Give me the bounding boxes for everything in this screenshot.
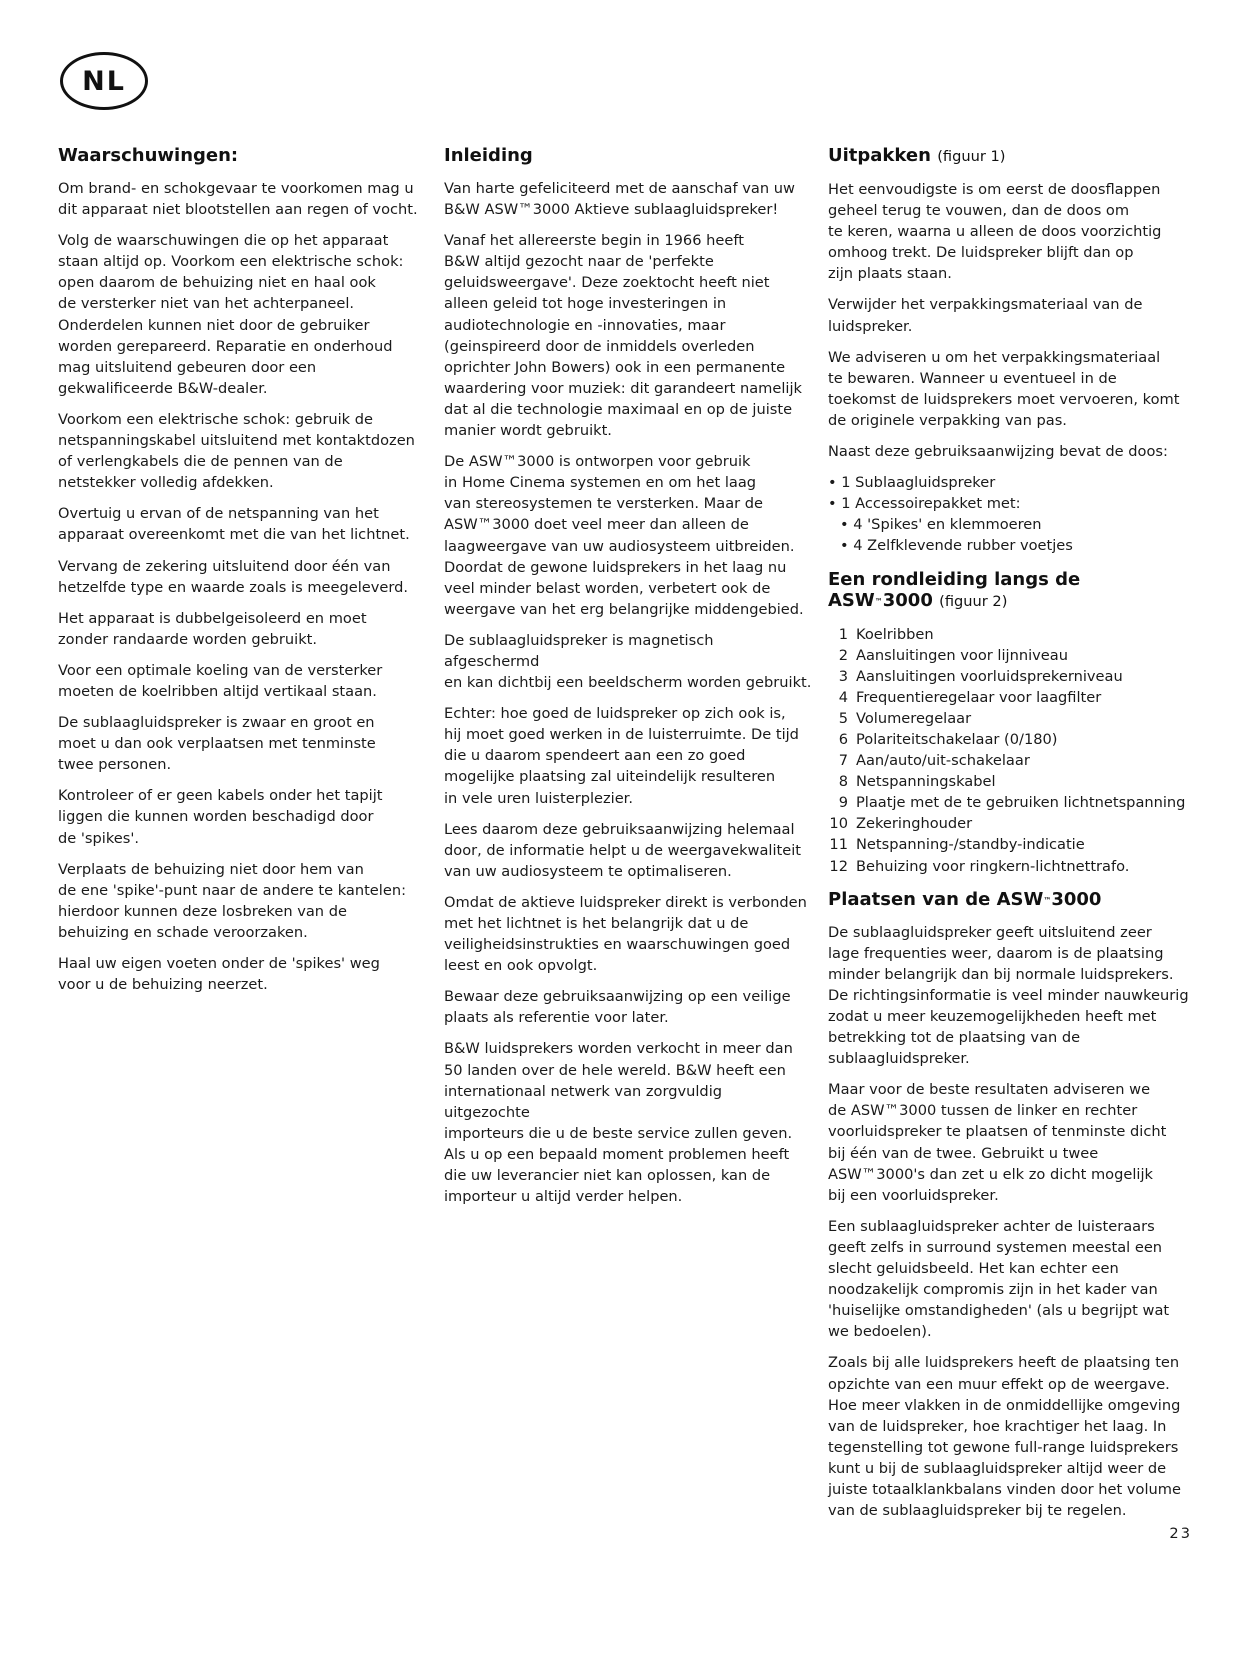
warnings-paragraph: Vervang de zekering uitsluitend door één van hetzelfde type en waarde zoals is meegeleverd. xyxy=(58,557,409,596)
list-item: • 1 Accessoirepakket met: xyxy=(828,495,1021,513)
column-unpacking-tour-placement xyxy=(828,145,1200,1531)
placement-paragraph: Maar voor de beste resultaten adviseren we de ASW™3000 tussen de linker en rechter voorluidspreker te plaatsen of tenminste dicht bij één van de twee. Gebruikt u twee ASW™3000's dan zet u elk zo dicht mogelijk bij een voorluidspreker. xyxy=(828,1081,1167,1204)
unpacking-paragraph: We adviseren u om het verpakkingsmateriaal te bewaren. Wanneer u eventueel in de toekomst de luidsprekers moet vervoeren, komt de originele verpakking van pas. xyxy=(828,348,1180,429)
placement-heading-number: 3000 xyxy=(1051,888,1102,910)
item-label: Behuizing voor ringkern-lichtnettrafo. xyxy=(856,857,1130,875)
introduction-paragraph: Vanaf het allereerste begin in 1966 heeft B&W altijd gezocht naar de 'perfekte geluidsweergave'. Deze zoektocht heeft niet alleen geleid tot hoge investeringen in audiotechnologie en -innovaties, maar (geinspireerd door de inmiddels overleden oprichter John Bowers) ook in een permanente waardering voor muziek: dit garandeert namelijk dat al die technologie maximaal en op de juiste manier wordt gebruikt. xyxy=(444,232,802,440)
list-item xyxy=(828,771,1200,792)
item-label: Aansluitingen voorluidsprekerniveau xyxy=(856,667,1123,685)
item-label: Zekeringhouder xyxy=(856,815,973,833)
tour-heading-line1: Een rondleiding langs de xyxy=(828,568,1081,590)
item-number: 11 xyxy=(829,836,848,854)
item-number: 10 xyxy=(829,815,848,833)
unpacking-heading xyxy=(828,145,1200,167)
list-item xyxy=(828,792,1200,813)
warnings-paragraph: Verplaats de behuizing niet door hem van de ene 'spike'-punt naar de andere te kantelen: hierdoor kunnen deze losbreken van de behuizing en schade veroorzaken. xyxy=(58,860,406,941)
item-label: Frequentieregelaar voor laagfilter xyxy=(856,688,1102,706)
list-item: • 4 Zelfklevende rubber voetjes xyxy=(840,537,1073,555)
item-number: 3 xyxy=(838,667,848,685)
item-label: Netspanning-/standby-indicatie xyxy=(856,836,1085,854)
column-warnings xyxy=(58,145,426,1005)
item-label: Polariteitschakelaar (0/180) xyxy=(856,730,1058,748)
placement-paragraph: Zoals bij alle luidsprekers heeft de plaatsing ten opzichte van een muur effekt op de weergave. Hoe meer vlakken in de onmiddellijke omgeving van de luidspreker, hoe krachtiger het laag. In tegenstelling tot gewone full-range luidsprekers kunt u bij de sublaagluidspreker altijd weer de juiste totaalklankbalans vinden door het volume van de sublaagluidspreker bij te regelen. xyxy=(828,1354,1181,1520)
unpacking-paragraph: Verwijder het verpakkingsmateriaal van de luidspreker. xyxy=(828,296,1143,335)
figure-reference: (figuur 2) xyxy=(939,592,1008,610)
column-introduction xyxy=(444,145,812,1217)
item-number: 6 xyxy=(838,730,848,748)
list-item xyxy=(828,856,1200,877)
introduction-paragraph: De ASW™3000 is ontworpen voor gebruik in Home Cinema systemen en om het laag van stereosystemen te versterken. Maar de ASW™3000 doet veel meer dan alleen de laagweergave van uw audiosysteem uitbreiden. Doordat de gewone luidsprekers in het laag nu veel minder belast worden, verbetert ook de weergave van het erg belangrijke middengebied. xyxy=(444,453,804,618)
item-number: 4 xyxy=(838,688,848,706)
tour-heading xyxy=(828,569,1200,612)
list-item xyxy=(828,624,1200,645)
introduction-paragraph: Omdat de aktieve luidspreker direkt is verbonden met het lichtnet is het belangrijk dat u de veiligheidsinstrukties en waarschuwingen goed leest en ook opvolgt. xyxy=(444,893,807,975)
unpacking-paragraph: Naast deze gebruiksaanwijzing bevat de doos: xyxy=(828,443,1168,461)
item-number: 2 xyxy=(838,646,848,664)
list-item: • 4 'Spikes' en klemmoeren xyxy=(840,516,1042,534)
introduction-paragraph: Bewaar deze gebruiksaanwijzing op een veilige plaats als referentie voor later. xyxy=(444,988,791,1027)
list-item: • 1 Sublaagluidspreker xyxy=(828,474,996,492)
introduction-heading: Inleiding xyxy=(444,145,533,166)
trademark-symbol: ™ xyxy=(874,596,883,606)
unpacking-paragraph: Het eenvoudigste is om eerst de doosflappen geheel terug te vouwen, dan de doos om te keren, waarna u alleen de doos voorzichtig omhoog trekt. De luidspreker blijft dan op zijn plaats staan. xyxy=(828,181,1162,283)
item-label: Volumeregelaar xyxy=(856,709,972,727)
item-number: 5 xyxy=(838,709,848,727)
list-item xyxy=(828,708,1200,729)
trademark-symbol: ™ xyxy=(1043,895,1052,905)
warnings-paragraph: Kontroleer of er geen kabels onder het tapijt liggen die kunnen worden beschadigd door de 'spikes'. xyxy=(58,787,383,847)
placement-heading-text: Plaatsen van de ASW xyxy=(828,888,1044,910)
warnings-paragraph: Het apparaat is dubbelgeisoleerd en moet zonder randaarde worden gebruikt. xyxy=(58,609,367,648)
list-item xyxy=(828,750,1200,771)
item-label: Aan/auto/uit-schakelaar xyxy=(856,752,1030,770)
warnings-paragraph: Om brand- en schokgevaar te voorkomen mag u dit apparaat niet blootstellen aan regen of vocht. xyxy=(58,180,418,219)
item-number: 12 xyxy=(829,857,848,875)
figure-reference: (figuur 1) xyxy=(937,148,1006,165)
item-number: 9 xyxy=(838,794,848,812)
item-label: Koelribben xyxy=(856,625,934,643)
warnings-heading: Waarschuwingen: xyxy=(58,145,239,166)
warnings-paragraph: Voor een optimale koeling van de versterker moeten de koelribben altijd vertikaal staan. xyxy=(58,661,383,700)
item-number: 8 xyxy=(838,773,848,791)
placement-paragraph: Een sublaagluidspreker achter de luisteraars geeft zelfs in surround systemen meestal een slecht geluidsbeeld. Het kan echter een noodzakelijk compromis zijn in het kader van 'huiselijke omstandigheden' (als u begrijpt wat we bedoelen). xyxy=(828,1217,1170,1341)
introduction-paragraph: Lees daarom deze gebruiksaanwijzing helemaal door, de informatie helpt u de weergavekwaliteit van uw audiosysteem te optimaliseren. xyxy=(444,820,801,880)
list-item xyxy=(828,813,1200,834)
introduction-paragraph: De sublaagluidspreker is magnetisch afgeschermd en kan dichtbij een beeldscherm worden gebruikt. xyxy=(444,631,812,692)
warnings-paragraph: Voorkom een elektrische schok: gebruik de netspanningskabel uitsluitend met kontaktdozen of verlengkabels die de pennen van de netstekker volledig afdekken. xyxy=(58,410,415,492)
tour-heading-number: 3000 xyxy=(882,589,933,611)
unpacking-heading-text: Uitpakken xyxy=(828,145,931,166)
placement-paragraph: De sublaagluidspreker geeft uitsluitend zeer lage frequenties weer, daarom is de plaatsing minder belangrijk dan bij normale luidsprekers. De richtingsinformatie is veel minder nauwkeurig zodat u meer keuzemogelijkheden heeft met betrekking tot de plaatsing van de sublaagluidspreker. xyxy=(828,923,1189,1068)
list-item xyxy=(828,666,1200,687)
item-number: 7 xyxy=(838,752,848,770)
language-badge: NL xyxy=(60,52,148,110)
list-item xyxy=(828,834,1200,855)
list-item xyxy=(828,687,1200,708)
introduction-paragraph: B&W luidsprekers worden verkocht in meer dan 50 landen over de hele wereld. B&W heeft een internationaal netwerk van zorgvuldig uitgezochte importeurs die u de beste service zullen geven. Als u op een bepaald moment problemen heeft die uw leverancier niet kan oplossen, kan de importeur u altijd verder helpen. xyxy=(444,1040,793,1206)
box-contents-list xyxy=(828,472,1200,556)
item-label: Netspanningskabel xyxy=(856,773,996,791)
page-number: 23 xyxy=(1169,1525,1192,1542)
warnings-paragraph: Haal uw eigen voeten onder de 'spikes' weg voor u de behuizing neerzet. xyxy=(58,955,380,994)
introduction-paragraph: Van harte gefeliciteerd met de aanschaf van uw B&W ASW™3000 Aktieve sublaagluidspreker! xyxy=(444,180,795,219)
warnings-paragraph: De sublaagluidspreker is zwaar en groot en moet u dan ook verplaatsen met tenminste twee personen. xyxy=(58,714,376,774)
placement-heading xyxy=(828,889,1200,910)
parts-list xyxy=(828,624,1200,877)
list-item xyxy=(828,645,1200,666)
warnings-paragraph: Volg de waarschuwingen die op het apparaat staan altijd op. Voorkom een elektrische schok: open daarom de behuizing niet en haal ook de versterker niet van het achterpaneel. Onderdelen kunnen niet door de gebruiker worden gerepareerd. Reparatie en onderhoud mag uitsluitend gebeuren door een gekwalificeerde B&W-dealer. xyxy=(58,232,404,397)
item-label: Plaatje met de te gebruiken lichtnetspanning xyxy=(856,794,1186,812)
warnings-paragraph: Overtuig u ervan of de netspanning van het apparaat overeenkomt met die van het lichtnet. xyxy=(58,505,410,544)
tour-heading-model: ASW xyxy=(828,589,875,611)
introduction-paragraph: Echter: hoe goed de luidspreker op zich ook is, hij moet goed werken in de luisterruimte. De tijd die u daarom spendeert aan een zo goed mogelijke plaatsing zal uiteindelijk resulteren in vele uren luisterplezier. xyxy=(444,705,799,807)
item-number: 1 xyxy=(838,625,848,643)
list-item xyxy=(828,729,1200,750)
item-label: Aansluitingen voor lijnniveau xyxy=(856,646,1068,664)
